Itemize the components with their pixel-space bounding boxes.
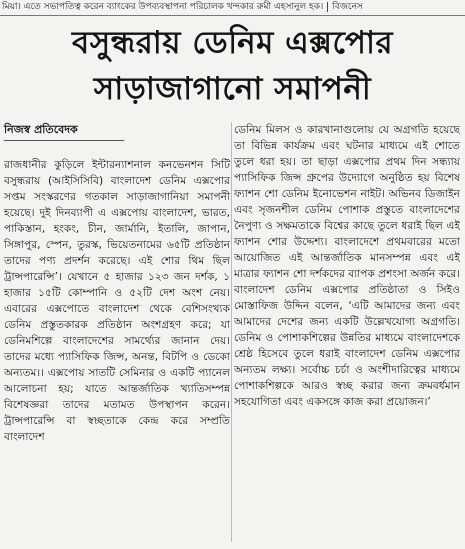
article-body-left: রাজধানীর কুড়িলে ইন্টারন্যাশনাল কনভেনশন সিটি বসুন্ধরায় (আইসিসিবি) বাংলাদেশ ডেনিম এক্সপোর সপ্তম সংস্করণের গতকাল সাড়াজাগানিয়া সমাপনী হয়েছে। দুই দিনব্যাপী এ এক্সপোয় বাংলাদেশ, ভারত, পাকিস্তান, হংকং, চীন, জার্মানি, ইতালি, জাপান, সিঙ্গাপুর, স্পেন, তুরস্ক, ভিয়েতনামের ৬৫টি প্রতিষ্ঠান তাদের পণ্য প্রদর্শন করেছে। এই শোর থিম ছিল ট্রান্সপারেন্সি’। যেখানে ৫ হাজার ১২৩ জন দর্শক, ১ হাজার ১৫টি কোম্পানি ও ৫২টি দেশ অংশ নেয়। এবারের এক্সপোতে বাংলাদেশ থেকে বেশিসংখ্যক ডেনিম প্রস্তুতকারক প্রতিষ্ঠান অংশগ্রহণ করে; যা ডেনিমশিল্পে বাংলাদেশের সামর্থ্যের জানান দেয়। তাদের মধ্যে প্যাসিফিক জিন্স, অনন্ত, বিটপি ও ডেকো অন্যতম।। এক্সপোয় সাতটি সেমিনার ও একটি প্যানেল আলোচনা হয়; যাতে আন্তর্জাতিক খ্যাতিসম্পন্ন বিশেষজ্ঞরা তাদের মতামত উপস্থাপন করেন। ট্রান্সপারেন্সি বা স্বচ্ছতাকে কেন্দ্র করে সম্প্রতি বাংলাদেশ [4,159,230,443]
article-column-left [4,122,230,445]
section-divider [327,2,328,12]
section-label: বিজনেস [332,2,363,12]
headline-line-2: সাড়াজাগানো সমাপনী [93,71,372,107]
byline: নিজস্ব প্রতিবেদক [4,122,124,141]
headline-line-1: বসুন্ধরায় ডেনিম এক্সপোর [71,25,394,61]
article-body-right: ডেনিম মিলস ও কারখানাগুলোয় যে অগ্রগতি হয়েছে তা বিভিন্ন কার্যক্রম এবং ঘটনার মাধ্যমে এই শোতে তুলে ধরা হয়। তা ছাড়া এক্সপোর প্রথম দিন সন্ধ্যায় প্যাসিফিক জিন্স গ্রুপের উদ্যোগে অনুষ্ঠিত হয় বিশেষ ফ্যাশন শো ডেনিম ইনোভেশন নাইট। অভিনব ডিজাইন এবং সৃজনশীল ডেনিম পোশাক প্রস্তুতে বাংলাদেশের নৈপুণ্য ও সক্ষমতাকে বিশ্বের কাছে তুলে ধরাই ছিল এই ফ্যাশন শোর উদ্দেশ্য। বাংলাদেশে প্রথমবারের মতো আয়োজিত এই আন্তর্জাতিক মানসম্পন্ন এবং এই মাত্রার ফ্যাশন শো দর্শকদের ব্যাপক প্রশংসা অর্জন করে। বাংলাদেশ ডেনিম এক্সপোর প্রতিষ্ঠাতা ও সিইও মোস্তাফিজ উদ্দিন বলেন, ‘এটি আমাদের জন্য এবং আমাদের দেশের জন্য একটি উল্লেখযোগ্য অগ্রগতি। ডেনিম ও পোশাকশিল্পের উন্নতির মাধ্যমে বাংলাদেশকে শ্রেষ্ঠ হিসেবে তুলে ধরাই বাংলাদেশ ডেনিম এক্সপোর অন্যতম লক্ষ্য। সর্বোচ্চ চর্চা ও অংশীদারিত্বের মাধ্যমে পোশাকশিল্পকে আরও স্বচ্ছ করার জন্য ক্রমবর্ধমান সহযোগিতা এবং একসঙ্গে কাজ করা প্রয়োজন।’ [234,124,460,408]
article-column-right [234,122,460,410]
top-rule [0,15,465,16]
column-divider [231,122,232,542]
headline [0,20,465,112]
top-strip [0,0,465,14]
top-strip-text: মিয়া। এতে সভাপতিত্ব করেন ব্যাংকের উপব্যবস্থাপনা পরিচালক খন্দকার রুমী এহসানুল হক। [2,2,324,12]
